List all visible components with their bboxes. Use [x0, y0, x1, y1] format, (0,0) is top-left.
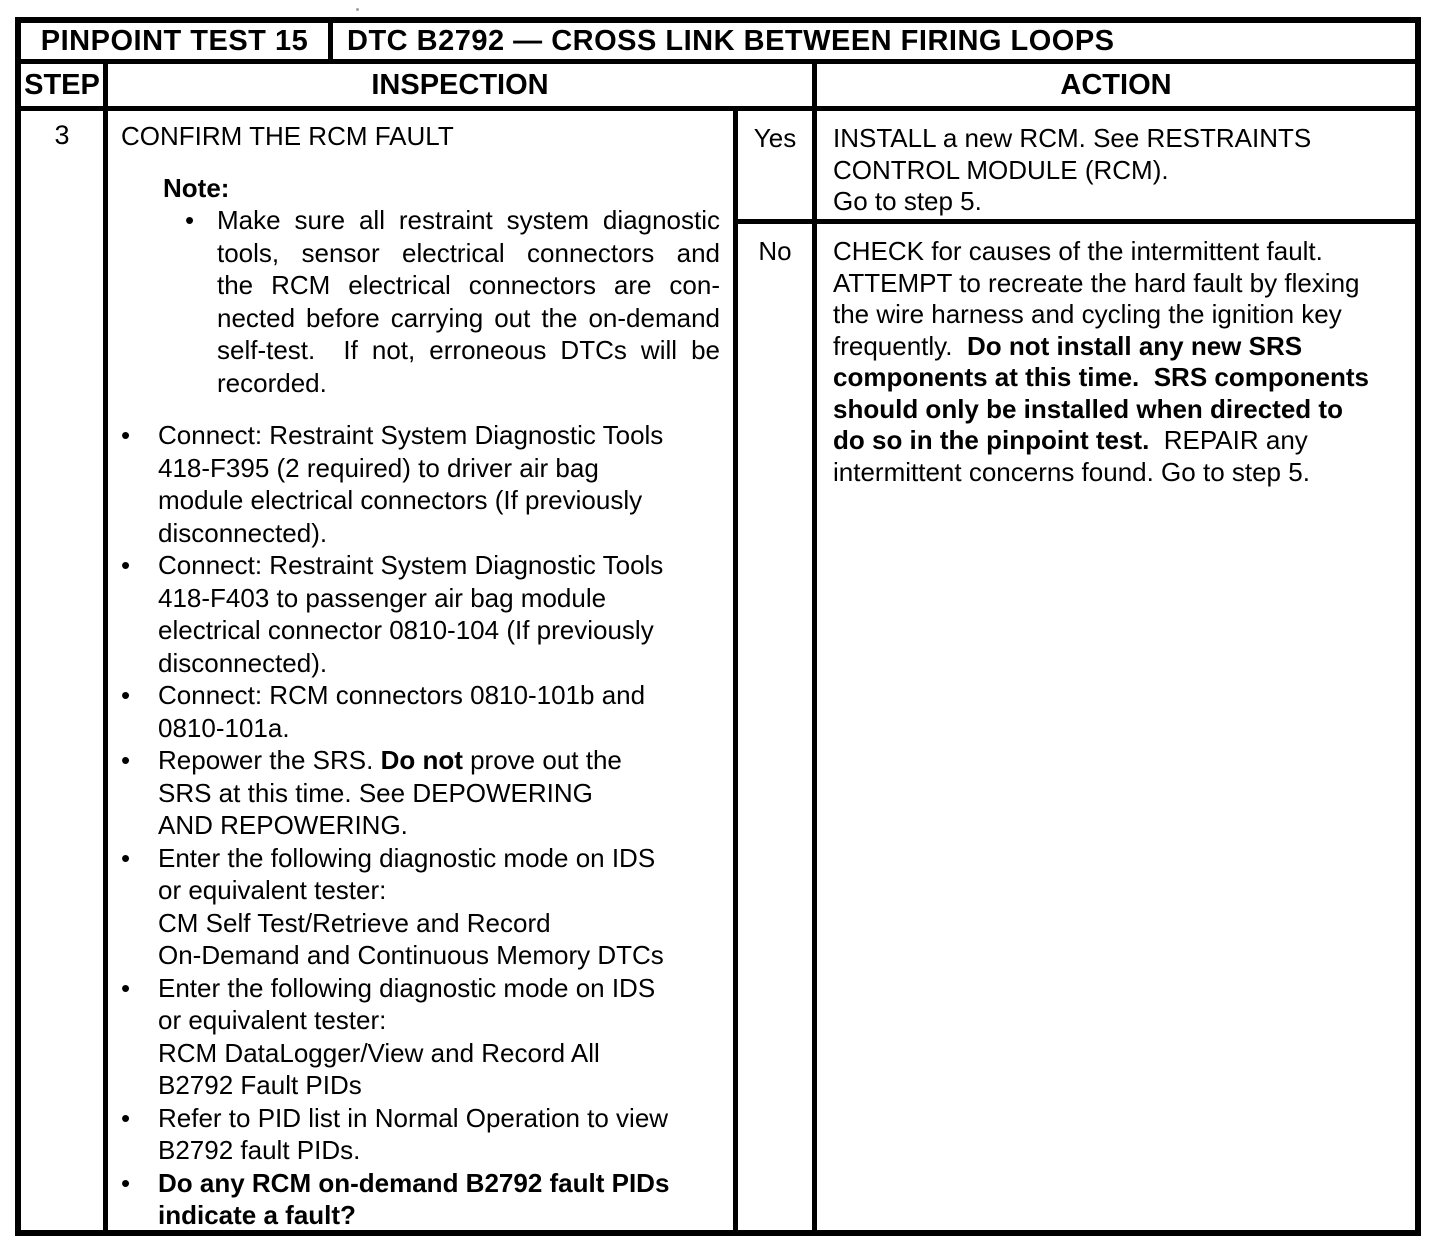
text-line: Repower the SRS. Do not prove out the — [158, 745, 622, 775]
step-column-header: STEP — [21, 64, 108, 106]
text-line: the RCM electrical connectors are con- — [217, 270, 720, 300]
text-line: 0810-101a. — [158, 712, 290, 743]
text-line: AND REPOWERING. — [158, 810, 408, 840]
text-line: Do any RCM on-demand B2792 fault PIDs — [158, 1167, 670, 1198]
text-line: CHECK for causes of the intermittent fault. — [833, 236, 1323, 266]
text-line: intermittent concerns found. Go to step 5. — [833, 456, 1310, 487]
yes-action-text — [817, 111, 1415, 219]
text-line: 418-F403 to passenger air bag module — [158, 582, 607, 613]
text-line: INSTALL a new RCM. See RESTRAINTS — [833, 123, 1312, 153]
text-line: should only be installed when directed to — [833, 393, 1343, 424]
no-action-row — [738, 224, 1415, 1230]
text-line: RCM DataLogger/View and Record All — [158, 1037, 600, 1068]
text-line: recorded. — [217, 367, 327, 398]
bullet-text — [158, 1102, 720, 1167]
bullet-icon: • — [121, 550, 131, 580]
bullet-text — [217, 204, 720, 399]
bullet-item — [121, 1102, 720, 1167]
bullet-icon: • — [121, 972, 131, 1003]
text-line: B2792 Fault PIDs — [158, 1070, 362, 1100]
note-label: Note: — [163, 172, 230, 203]
table-title-row — [21, 23, 1415, 64]
bullet-item — [121, 842, 720, 972]
text-line: ATTEMPT to recreate the hard fault by flexing — [833, 267, 1360, 298]
bullet-item — [121, 549, 720, 679]
scan-speck — [356, 8, 359, 11]
text-line: Enter the following diagnostic mode on IDS — [158, 842, 656, 873]
text-line: Go to step 5. — [833, 186, 982, 216]
text-line: frequently. Do not install any new SRS — [833, 330, 1303, 361]
step-number: 3 — [54, 120, 70, 150]
text-line: B2792 fault PIDs. — [158, 1135, 361, 1165]
text-line: Connect: RCM connectors 0810-101b and — [158, 680, 646, 710]
inspection-bullet-list — [121, 419, 720, 1230]
text-line: On-Demand and Continuous Memory DTCs — [158, 940, 664, 970]
column-header-row — [21, 64, 1415, 111]
bullet-item — [121, 744, 720, 842]
pinpoint-test-number: PINPOINT TEST 15 — [21, 23, 333, 59]
text-line: 418-F395 (2 required) to driver air bag — [158, 452, 599, 483]
text-line: Make sure all restraint system diagnostic — [217, 205, 720, 235]
bullet-icon: • — [121, 680, 131, 710]
note-bullet-list — [121, 204, 720, 399]
inspection-title: CONFIRM THE RCM FAULT — [121, 121, 454, 151]
pinpoint-test-table — [15, 17, 1421, 1236]
text-line: or equivalent tester: — [158, 875, 387, 905]
bullet-text — [158, 972, 720, 1102]
text-line: Enter the following diagnostic mode on IDS — [158, 972, 656, 1003]
inspection-cell — [108, 111, 738, 1230]
text-line: tools, sensor electrical connectors and — [217, 237, 720, 268]
yes-answer-label: Yes — [738, 111, 817, 219]
bullet-icon: • — [121, 1102, 131, 1133]
text-line: Refer to PID list in Normal Operation to view — [158, 1102, 669, 1133]
text-line: or equivalent tester: — [158, 1005, 387, 1035]
action-column-header: ACTION — [1060, 68, 1172, 101]
text-line: disconnected). — [158, 517, 328, 548]
text-line: components at this time. SRS components — [833, 362, 1369, 392]
bullet-item — [185, 204, 720, 399]
no-answer-label: No — [738, 224, 817, 1230]
text-line: electrical connector 0810-104 (If previously — [158, 615, 654, 645]
bullet-item — [121, 679, 720, 744]
text-line: CM Self Test/Retrieve and Record — [158, 907, 551, 938]
no-action-text — [817, 224, 1415, 1230]
bullet-icon: • — [121, 420, 131, 450]
bullet-icon: • — [121, 1167, 131, 1198]
bullet-icon: • — [121, 842, 131, 873]
text-line: SRS at this time. See DEPOWERING — [158, 777, 593, 808]
bullet-text — [158, 842, 720, 972]
step-3-row — [21, 111, 1415, 1230]
bullet-item — [121, 1167, 720, 1231]
text-line: the wire harness and cycling the ignition key — [833, 299, 1342, 329]
text-line: Connect: Restraint System Diagnostic Tools — [158, 420, 664, 450]
dtc-title: DTC B2792 — CROSS LINK BETWEEN FIRING LOOPS — [347, 24, 1115, 57]
text-line: indicate a fault? — [158, 1200, 356, 1230]
inspection-column-header: INSPECTION — [108, 64, 817, 106]
step-number-cell — [21, 111, 108, 1230]
text-line: nected before carrying out the on-demand — [217, 302, 720, 333]
bullet-text — [158, 549, 720, 679]
answer-action-section — [738, 111, 1415, 1230]
bullet-text — [158, 419, 720, 549]
text-line: self-test. If not, erroneous DTCs will be — [217, 335, 720, 365]
text-line: Connect: Restraint System Diagnostic Tools — [158, 550, 664, 580]
text-line: CONTROL MODULE (RCM). — [833, 154, 1169, 185]
bullet-icon: • — [121, 745, 131, 775]
bullet-item — [121, 972, 720, 1102]
bullet-text — [158, 744, 720, 842]
yes-action-row — [738, 111, 1415, 224]
bullet-text — [158, 1167, 720, 1231]
text-line: disconnected). — [158, 647, 328, 678]
text-line: module electrical connectors (If previously — [158, 485, 643, 515]
bullet-text — [158, 679, 720, 744]
text-line: do so in the pinpoint test. REPAIR any — [833, 425, 1308, 455]
bullet-icon: • — [185, 205, 195, 235]
bullet-item — [121, 419, 720, 549]
